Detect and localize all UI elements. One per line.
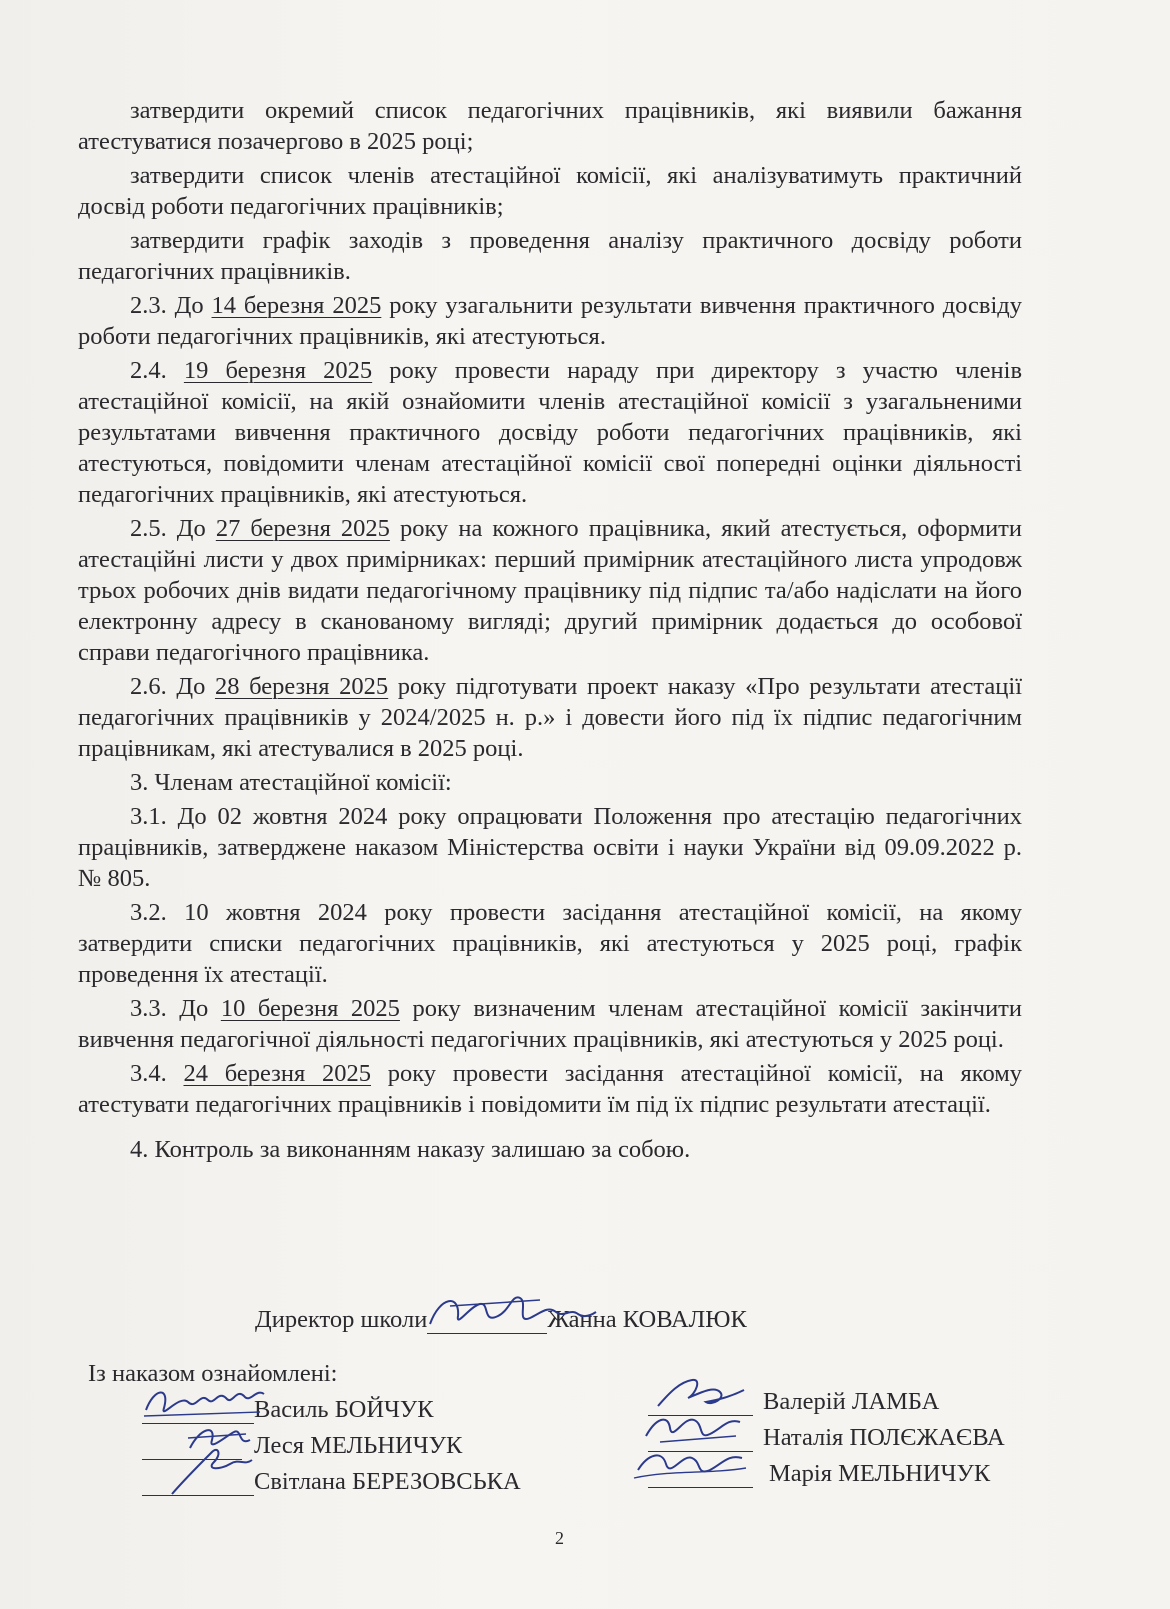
paragraph-text: року підготувати проект наказу «Про результати атестації педагогічних працівників у 2024/2025 н. р.» і довести його під їх підпис педагогічним працівникам, які атестувалися в 2025 році. bbox=[78, 673, 1023, 762]
paragraph-text: року визначеним членам атестаційної комісії закінчити вивчення педагогічної діяльності педагогічних працівників, які атестуються у 2025 році. bbox=[78, 995, 1022, 1053]
acquainted-left-1 bbox=[142, 1396, 434, 1424]
paragraph-prefix: 3.4. bbox=[130, 1060, 184, 1087]
paragraph-text: року провести засідання атестаційної комісії, на якому атестувати педагогічних працівників і повідомити їм під їх підпис результати атестації. bbox=[78, 1060, 1023, 1118]
acquainted-right-2 bbox=[648, 1424, 1005, 1452]
paragraph-1: затвердити окремий список педагогічних працівників, які виявили бажання атестуватися позачергово в 2025 році; bbox=[78, 97, 1022, 155]
signature-line bbox=[427, 1311, 547, 1334]
paragraph-text: року провести нараду при директору з участю членів атестаційної комісії, на якій ознайомити членів атестаційної комісії з узагальненими результатами вивчення практичного досвіду роботи педагогічних працівників, які атестуються, повідомити членам атестаційної комісії свої попередні оцінки діяльності педагогічних працівників, які атестуються. bbox=[78, 357, 1023, 508]
director-name: Жанна КОВАЛЮК bbox=[547, 1306, 747, 1333]
paragraph-3: затвердити графік заходів з проведення аналізу практичного досвіду роботи педагогічних працівників. bbox=[78, 227, 1022, 285]
deadline-date: 28 березня 2025 bbox=[214, 673, 389, 700]
paragraph-prefix: 2.3. До bbox=[130, 292, 212, 319]
signer-name: Василь БОЙЧУК bbox=[254, 1396, 434, 1423]
order-body bbox=[78, 95, 1022, 1168]
deadline-date: 27 березня 2025 bbox=[215, 515, 390, 542]
paragraph-prefix: 2.4. bbox=[130, 357, 184, 384]
signer-name: Наталія ПОЛЄЖАЄВА bbox=[763, 1424, 1005, 1451]
signature-line bbox=[648, 1393, 753, 1416]
signature-line bbox=[142, 1401, 254, 1424]
deadline-date: 10 березня 2025 bbox=[220, 995, 400, 1022]
deadline-date: 24 березня 2025 bbox=[183, 1060, 371, 1087]
signer-name: Валерій ЛАМБА bbox=[763, 1388, 940, 1415]
deadline-date: 14 березня 2025 bbox=[211, 292, 382, 319]
acquainted-right-3 bbox=[648, 1460, 990, 1488]
paragraph-4: 4. Контроль за виконанням наказу залишаю за собою. bbox=[130, 1136, 691, 1163]
acquainted-left-3 bbox=[142, 1468, 521, 1496]
paragraph-prefix: 2.6. До bbox=[130, 673, 215, 700]
signature-line bbox=[142, 1473, 254, 1496]
paragraph-prefix: 3.3. До bbox=[130, 995, 221, 1022]
paragraph-3-3 bbox=[78, 993, 1022, 1055]
paragraph-3-heading: 3. Членам атестаційної комісії: bbox=[130, 769, 452, 796]
paragraph-3-1: 3.1. До 02 жовтня 2024 року опрацювати Положення про атестацію педагогічних працівників, затверджене наказом Міністерства освіти і науки України від 09.09.2022 р. № 805. bbox=[78, 803, 1022, 892]
paragraph-text: року на кожного працівника, який атестується, оформити атестаційні листи у двох примірниках: перший примірник атестаційного листа упродовж трьох робочих днів видати педагогічному працівнику під підпис та/або надіслати на його електронну адресу в сканованому вигляді; другий примірник додається до особової справи педагогічного працівника. bbox=[78, 515, 1022, 666]
signature-line bbox=[648, 1465, 753, 1488]
signer-name: Світлана БЕРЕЗОВСЬКА bbox=[254, 1468, 521, 1495]
paragraph-text: року узагальнити результати вивчення практичного досвіду роботи педагогічних працівників, які атестуються. bbox=[78, 292, 1023, 350]
acquainted-right-1 bbox=[648, 1388, 939, 1416]
paragraph-2-5 bbox=[78, 513, 1022, 668]
paragraph-2: затвердити список членів атестаційної комісії, які аналізуватимуть практичний досвід роботи педагогічних працівників; bbox=[78, 162, 1022, 220]
director-signature-block bbox=[255, 1306, 747, 1334]
paragraph-2-6 bbox=[78, 671, 1022, 764]
paragraph-2-4 bbox=[78, 355, 1022, 510]
paragraph-3-4 bbox=[78, 1058, 1022, 1120]
director-title: Директор школи bbox=[255, 1306, 428, 1333]
acquainted-left-2 bbox=[142, 1432, 462, 1460]
paragraph-2-3 bbox=[78, 290, 1022, 352]
acquainted-title: Із наказом ознайомлені: bbox=[88, 1360, 338, 1387]
signer-name: Марія МЕЛЬНИЧУК bbox=[769, 1460, 991, 1487]
page-number: 2 bbox=[555, 1528, 564, 1548]
paragraph-3-2: 3.2. 10 жовтня 2024 року провести засідання атестаційної комісії, на якому затвердити списки педагогічних працівників, які атестуються у 2025 році, графік проведення їх атестації. bbox=[78, 899, 1022, 988]
signature-line bbox=[648, 1429, 753, 1452]
deadline-date: 19 березня 2025 bbox=[183, 357, 373, 384]
signer-name: Леся МЕЛЬНИЧУК bbox=[254, 1432, 463, 1459]
paragraph-prefix: 2.5. До bbox=[130, 515, 216, 542]
signature-line bbox=[142, 1437, 242, 1460]
